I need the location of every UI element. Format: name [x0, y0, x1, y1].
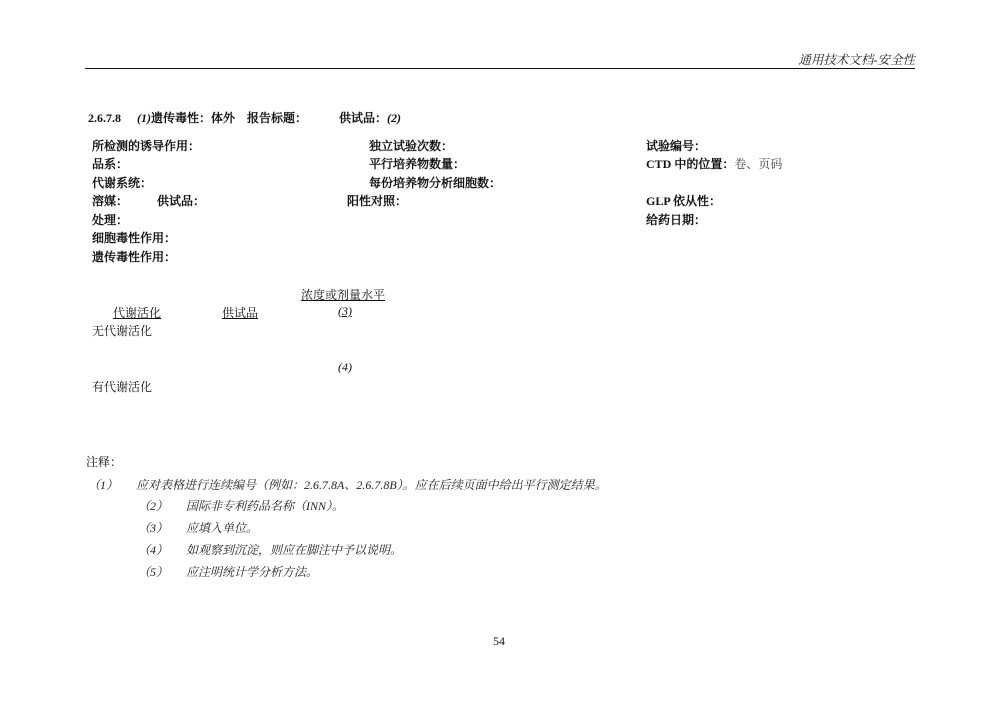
note-number: （1） — [88, 478, 119, 492]
note-item-5 — [138, 563, 318, 580]
field-cells-per-culture: 每份培养物分析细胞数： — [369, 176, 502, 190]
note-number: （4） — [138, 543, 169, 557]
field-vehicle: 溶媒： — [92, 194, 129, 208]
note-ref-1: (1) — [137, 111, 151, 125]
table-col-test-article: 供试品 — [222, 306, 259, 320]
document-header-title: 通用技术文档-安全性 — [798, 53, 915, 67]
field-glp-compliance: GLP 依从性： — [646, 194, 722, 208]
note-ref-2: (2) — [387, 111, 402, 125]
notes-label: 注释： — [86, 455, 123, 469]
table-note-ref-4: (4) — [338, 360, 352, 374]
note-text: 应对表格进行连续编号（例如：2.6.7.8A、2.6.7.8B）。应在后续页面中给出平行测定结果。 — [136, 478, 607, 492]
note-item-3 — [138, 519, 258, 536]
section-title: 遗传毒性：体外 — [151, 111, 236, 125]
note-text: 应填入单位。 — [186, 521, 259, 535]
field-independent-trials: 独立试验次数： — [369, 139, 454, 153]
note-text: 国际非专利药品名称（INN）。 — [186, 499, 345, 513]
header-divider — [85, 68, 915, 69]
field-treatment: 处理： — [92, 213, 129, 227]
note-text: 如观察到沉淀，则应在脚注中予以说明。 — [186, 543, 403, 557]
field-induction: 所检测的诱导作用： — [92, 139, 201, 153]
note-text: 应注明统计学分析方法。 — [186, 565, 319, 579]
field-positive-control: 阳性对照： — [347, 194, 408, 208]
note-item-2 — [138, 497, 344, 514]
note-number: （2） — [138, 499, 169, 513]
note-item-1 — [88, 476, 607, 493]
page-number: 54 — [493, 634, 505, 648]
field-ctd-location — [646, 155, 782, 172]
field-genotoxicity: 遗传毒性作用： — [92, 250, 177, 264]
table-row-without-activation: 无代谢活化 — [92, 324, 153, 338]
field-metabolic-system: 代谢系统： — [92, 176, 153, 190]
field-strain: 品系： — [92, 157, 129, 171]
table-row-with-activation: 有代谢活化 — [92, 380, 153, 394]
field-replicate-cultures: 平行培养物数量： — [369, 157, 466, 171]
test-article-label: 供试品： — [339, 111, 388, 125]
field-cytotoxicity: 细胞毒性作用： — [92, 231, 177, 245]
section-number: 2.6.7.8 — [88, 111, 121, 125]
report-title-label: 报告标题： — [247, 111, 308, 125]
table-header-concentration: 浓度或剂量水平 — [301, 288, 386, 302]
field-study-number: 试验编号： — [646, 139, 707, 153]
table-note-ref-3: (3) — [338, 304, 352, 318]
note-number: （3） — [138, 521, 169, 535]
table-col-metabolic-activation: 代谢活化 — [113, 306, 162, 320]
ctd-location-label: CTD 中的位置： — [646, 157, 735, 171]
ctd-location-value: 卷、页码 — [734, 157, 783, 171]
section-heading — [88, 109, 401, 126]
field-dosing-date: 给药日期： — [646, 213, 707, 227]
note-item-4 — [138, 541, 402, 558]
field-vehicle-test-article: 供试品： — [157, 194, 206, 208]
note-number: （5） — [138, 565, 169, 579]
